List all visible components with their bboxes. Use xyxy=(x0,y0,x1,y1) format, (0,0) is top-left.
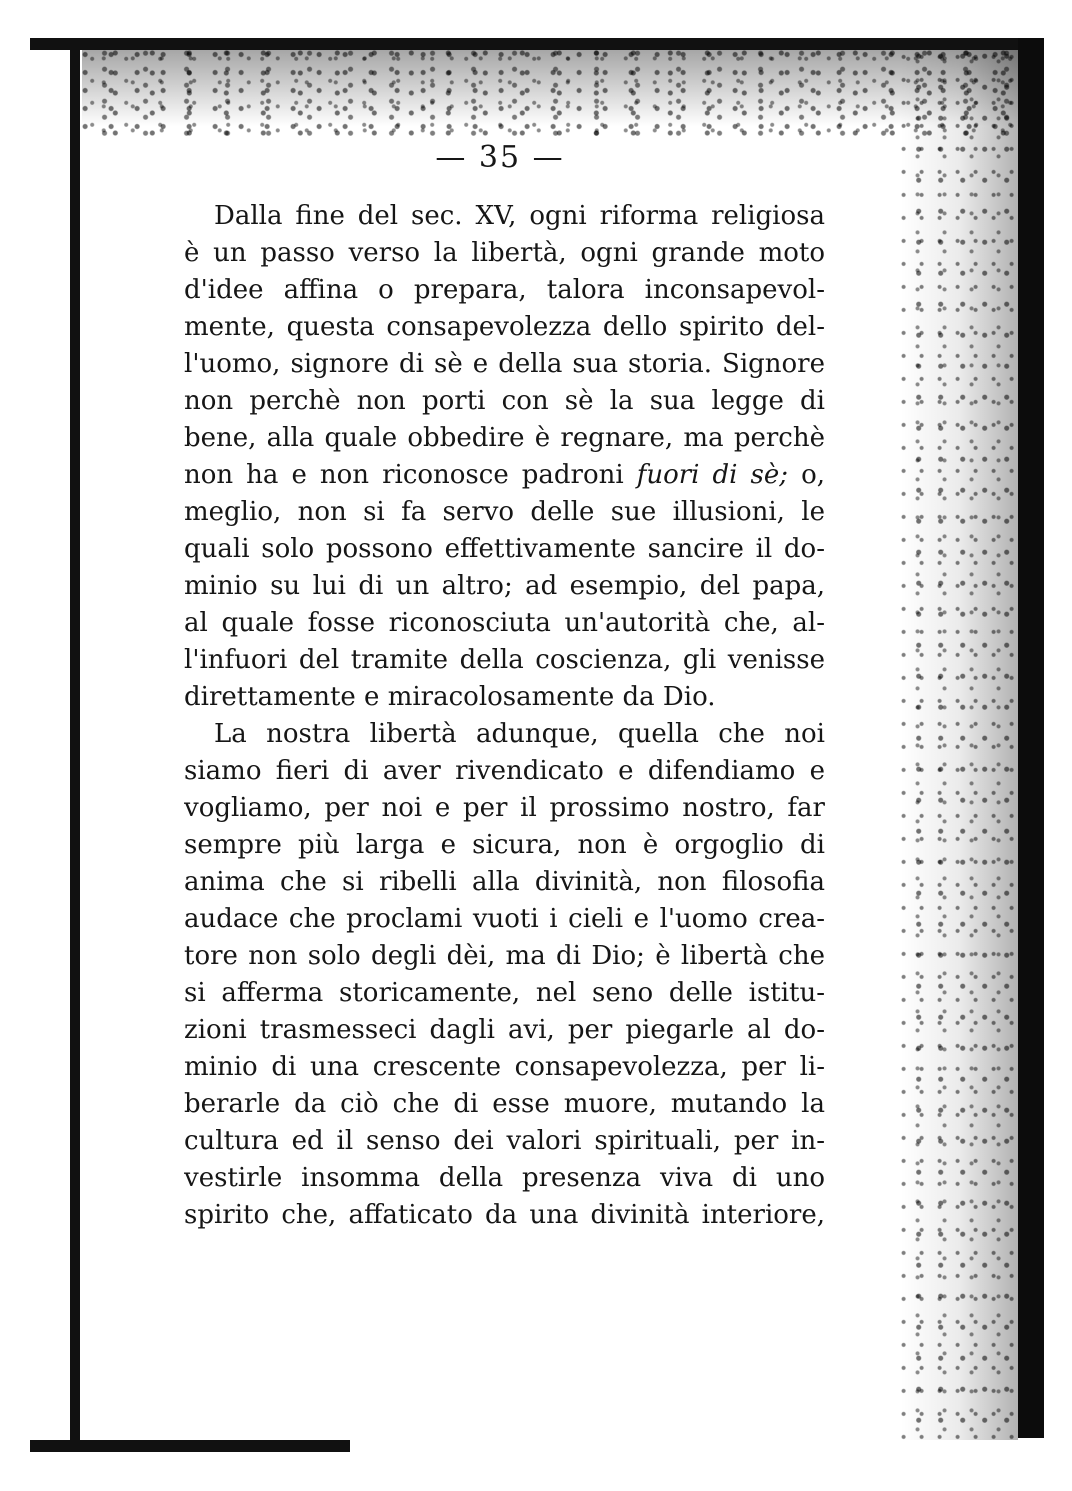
text-line: La nostra libertà adunque, quella che noi xyxy=(214,719,825,749)
italic-phrase: fuori di sè; xyxy=(636,460,789,490)
scan-border-right xyxy=(1018,38,1044,1438)
text-segment: o, xyxy=(788,460,825,490)
text-line: minio di una crescente consapevolezza, per li- xyxy=(184,1052,825,1082)
text-line: spirito che, affaticato da una divinità interiore, xyxy=(184,1200,825,1230)
scan-border-top xyxy=(30,38,1042,50)
text-line: l'infuori del tramite della coscienza, gli venisse xyxy=(184,645,825,675)
page-number: — 35 — xyxy=(435,140,565,175)
text-line: non perchè non porti con sè la sua legge di xyxy=(184,386,825,416)
text-segment: non ha e non riconosce padroni xyxy=(184,460,637,490)
text-line: vestirle insomma della presenza viva di uno xyxy=(184,1163,825,1193)
body-text xyxy=(184,198,825,1234)
text-line: si afferma storicamente, nel seno delle istitu- xyxy=(184,978,825,1008)
text-line: anima che si ribelli alla divinità, non filosofia xyxy=(184,867,825,897)
text-line: tore non solo degli dèi, ma di Dio; è libertà che xyxy=(184,941,825,971)
text-line: vogliamo, per noi e per il prossimo nostro, far xyxy=(184,793,825,823)
scan-border-left xyxy=(70,38,80,1450)
text-line: è un passo verso la libertà, ogni grande moto xyxy=(184,238,825,268)
text-line: direttamente e miracolosamente da Dio. xyxy=(184,682,716,712)
text-line: l'uomo, signore di sè e della sua storia. Signore xyxy=(184,349,825,379)
text-line: d'idee affina o prepara, talora inconsapevol- xyxy=(184,275,825,305)
text-line: berarle da ciò che di esse muore, mutando la xyxy=(184,1089,825,1119)
text-line: minio su lui di un altro; ad esempio, del papa, xyxy=(184,571,825,601)
text-line: al quale fosse riconosciuta un'autorità che, al- xyxy=(184,608,825,638)
text-line: bene, alla quale obbedire è regnare, ma perchè xyxy=(184,423,825,453)
text-line: Dalla fine del sec. XV, ogni riforma religiosa xyxy=(214,201,825,231)
scan-noise-top xyxy=(82,50,1018,140)
scan-noise-right xyxy=(900,50,1018,1440)
text-line: quali solo possono effettivamente sancire il do- xyxy=(184,534,825,564)
text-line: meglio, non si fa servo delle sue illusioni, le xyxy=(184,497,825,527)
text-line: siamo fieri di aver rivendicato e difendiamo e xyxy=(184,756,825,786)
text-line: audace che proclami vuoti i cieli e l'uomo crea- xyxy=(184,904,825,934)
text-line-with-italic xyxy=(184,457,825,494)
scan-border-bottom xyxy=(30,1440,350,1452)
text-line: cultura ed il senso dei valori spirituali, per in- xyxy=(184,1126,825,1156)
text-line: sempre più larga e sicura, non è orgoglio di xyxy=(184,830,825,860)
text-line: mente, questa consapevolezza dello spirito del- xyxy=(184,312,825,342)
text-line: zioni trasmesseci dagli avi, per piegarle al do- xyxy=(184,1015,825,1045)
